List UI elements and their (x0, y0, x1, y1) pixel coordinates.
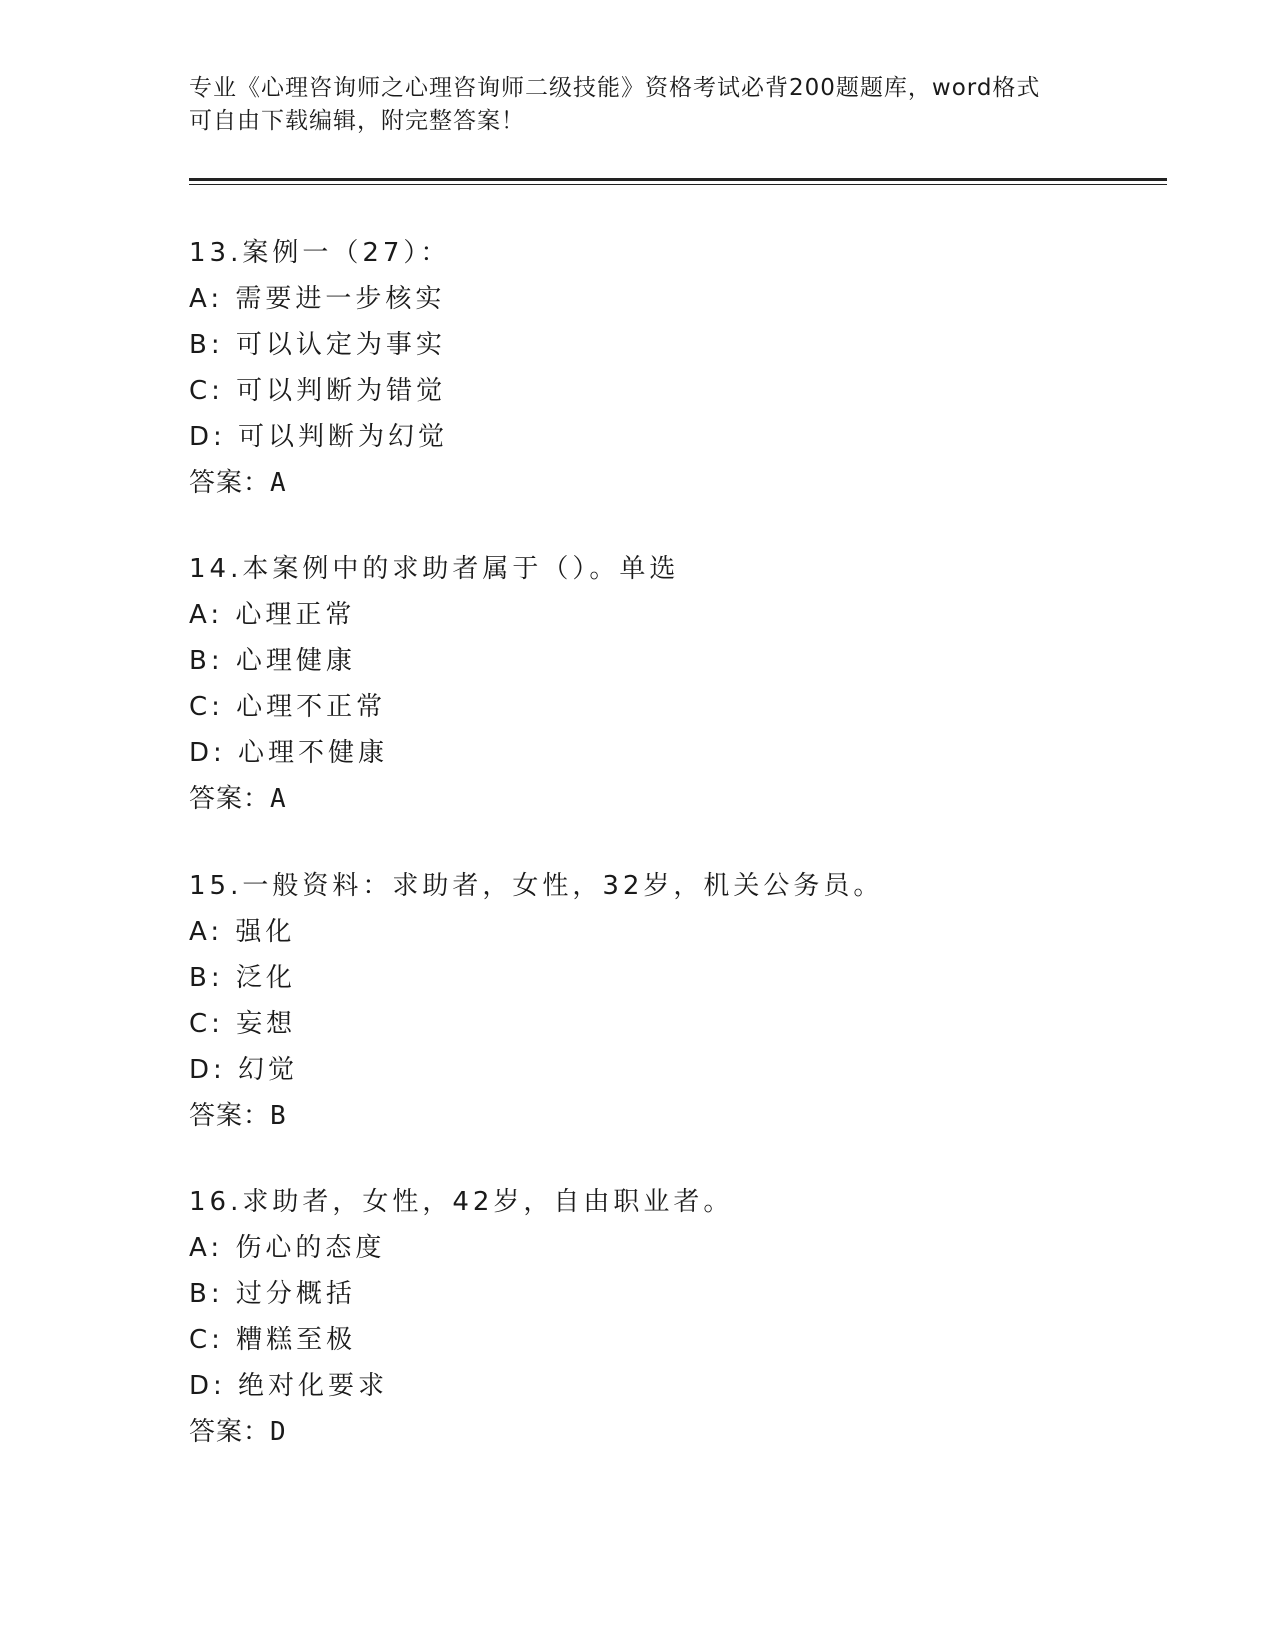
question-stem: 15.一般资料：求助者，女性，32岁，机关公务员。 (189, 871, 884, 901)
option-c: C: 可以判断为错觉 (189, 376, 447, 406)
answer-line: 答案：B (189, 1101, 287, 1131)
option-b: B: 泛化 (189, 963, 296, 993)
header-divider-thick (189, 178, 1167, 181)
option-b: B: 可以认定为事实 (189, 330, 446, 360)
option-b: B: 心理健康 (189, 646, 356, 676)
option-a: A: 需要进一步核实 (189, 284, 446, 314)
option-a: A: 伤心的态度 (189, 1233, 386, 1263)
option-c: C: 糟糕至极 (189, 1325, 357, 1355)
option-a: A: 心理正常 (189, 600, 356, 630)
option-d: D: 可以判断为幻觉 (189, 422, 449, 452)
question-15 (189, 863, 1089, 1139)
option-d: D: 心理不健康 (189, 738, 389, 768)
option-b: B: 过分概括 (189, 1279, 356, 1309)
question-16 (189, 1179, 1089, 1455)
answer-line: 答案：D (189, 1417, 287, 1447)
question-stem: 16.求助者，女性，42岁，自由职业者。 (189, 1187, 734, 1217)
answer-line: 答案：A (189, 784, 287, 814)
answer-line: 答案：A (189, 468, 287, 498)
option-d: D: 绝对化要求 (189, 1371, 389, 1401)
question-13 (189, 230, 1089, 506)
option-a: A: 强化 (189, 917, 296, 947)
question-14 (189, 546, 1089, 822)
question-stem: 14.本案例中的求助者属于（）。单选 (189, 554, 680, 584)
option-d: D: 幻觉 (189, 1055, 299, 1085)
header-line-1: 专业《心理咨询师之心理咨询师二级技能》资格考试必背200题题库，word格式 (189, 75, 1041, 101)
option-c: C: 心理不正常 (189, 692, 387, 722)
header-divider-thin (189, 184, 1167, 185)
option-c: C: 妄想 (189, 1009, 297, 1039)
header-line-2: 可自由下载编辑，附完整答案！ (189, 108, 525, 134)
question-stem: 13.案例一（27）： (189, 238, 451, 268)
document-header (189, 72, 1089, 138)
